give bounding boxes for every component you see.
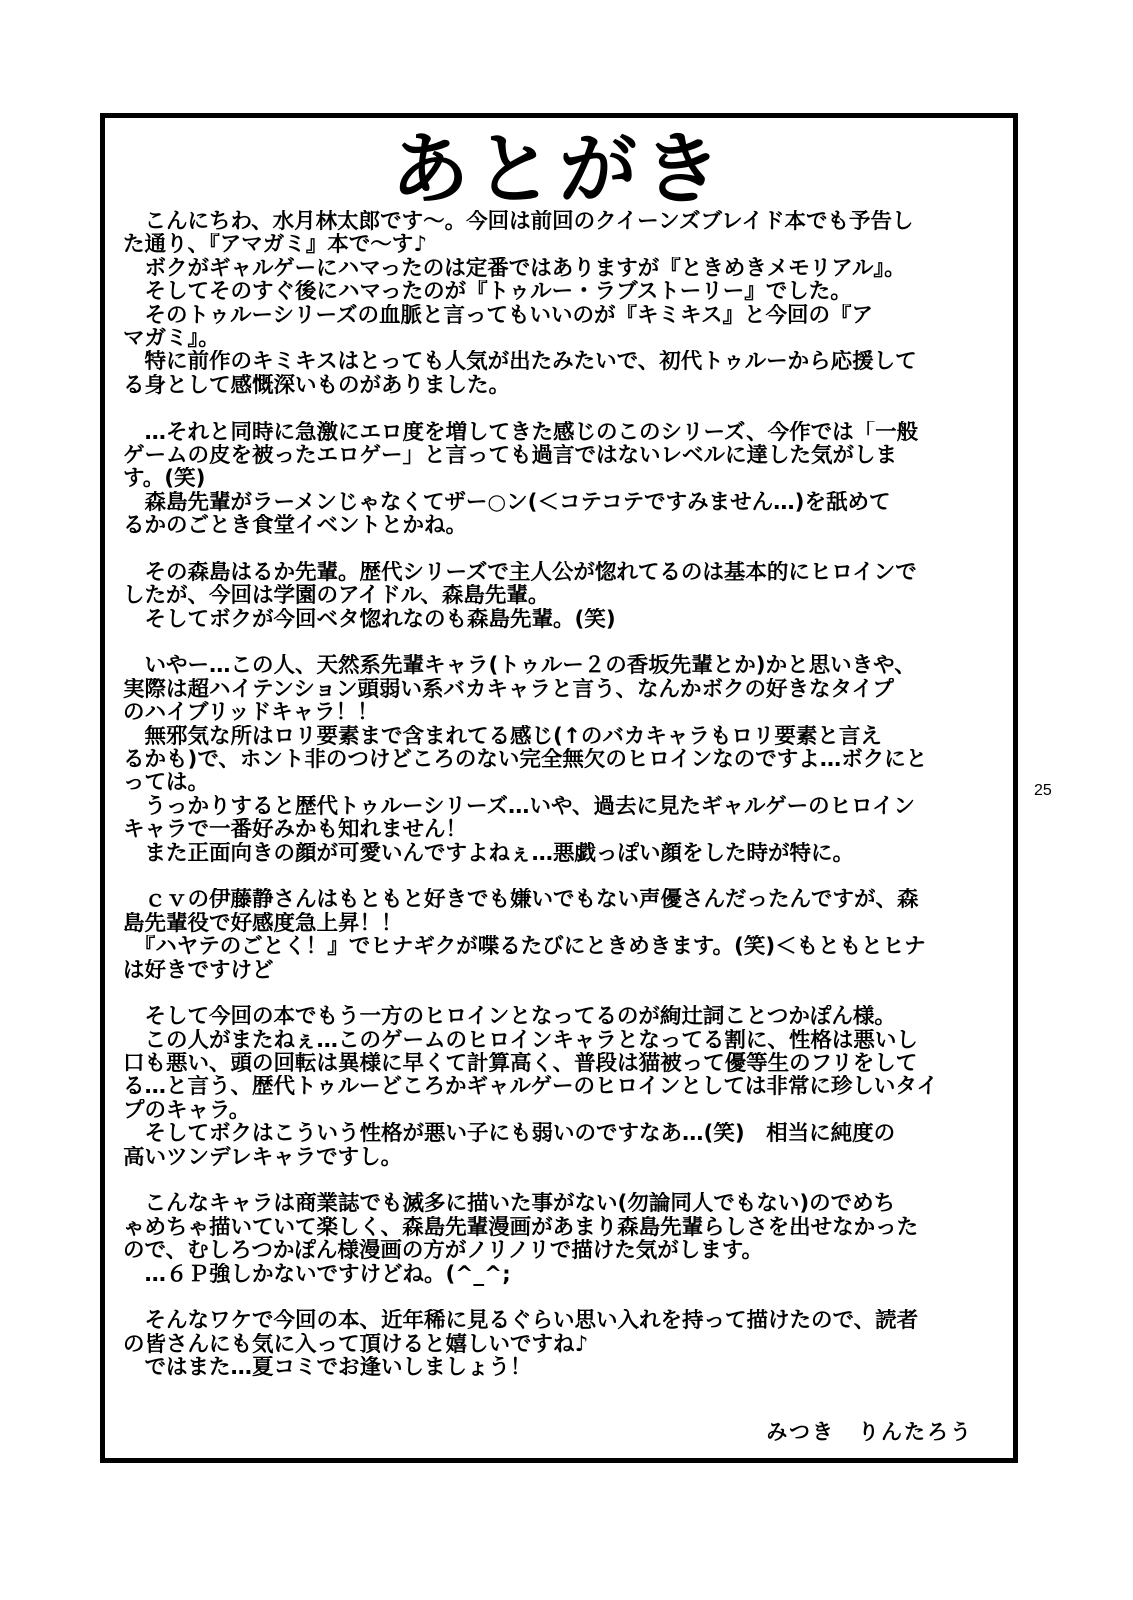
text-line: …６Ｐ強しかないですけどね。(^_^;	[123, 1262, 511, 1286]
text-line: っては。	[123, 771, 210, 795]
text-line: るかのごとき食堂イベントとかね。	[123, 514, 468, 538]
text-line: 高いツンデレキャラですし。	[123, 1145, 403, 1170]
text-line: す。(笑)	[123, 467, 206, 491]
blank-line	[123, 865, 995, 888]
text-line: 『ハヤテのごとく！』でヒナギクが喋るたびにときめきます。(笑)＜もともとヒナ	[123, 935, 926, 959]
text-line: マガミ』。	[123, 326, 220, 351]
text-line: ｃｖの伊藤静さんはもともと好きでも嫌いでもない声優さんだったんですが、森	[123, 888, 919, 912]
text-line: 実際は超ハイテンション頭弱い系バカキャラと言う、なんかボクの好きなタイプ	[123, 677, 894, 702]
text-line: そんなワケで今回の本、近年稀に見るぐらい思い入れを持って描けたので、読者	[123, 1309, 919, 1333]
text-line: の皆さんにも気に入って頂けると嬉しいですね♪	[123, 1332, 589, 1357]
text-line: た通り、『アマガミ』本で～す♪	[123, 233, 427, 257]
blank-line	[123, 397, 995, 420]
text-line: いやー…この人、天然系先輩キャラ(トゥルー２の香坂先輩とか)かと思いきや、	[123, 654, 916, 678]
text-line: 特に前作のキミキスはとっても人気が出たみたいで、初代トゥルーから応援して	[123, 350, 917, 374]
text-line: その森島はるか先輩。歴代シリーズで主人公が惚れてるのは基本的にヒロインで	[123, 560, 917, 585]
text-line: るかも)で、ホント非のつけどころのない完全無欠のヒロインなのですよ…ボクにと	[123, 747, 928, 772]
text-line: は好きですけど	[123, 958, 274, 982]
text-line: る…と言う、歴代トゥルーどころかギャルゲーのヒロインとしては非常に珍しいタイ	[123, 1075, 938, 1099]
blank-line	[123, 982, 995, 1005]
page-number: 25	[1034, 782, 1052, 799]
text-line: そしてそのすぐ後にハマったのが『トゥルー・ラブストーリー』でした。	[123, 280, 852, 304]
text-line: 無邪気な所はロリ要素まで含まれてる感じ(↑のバカキャラもロリ要素と言え	[123, 724, 882, 748]
text-line: ではまた…夏コミでお逢いしましょう！	[123, 1356, 532, 1380]
text-line: る身として感慨深いものがありました。	[123, 373, 511, 398]
afterword-frame	[100, 113, 1018, 1463]
text-line: キャラで一番好みかも知れません！	[123, 818, 468, 842]
text-line: 森島先輩がラーメンじゃなくてザー○ン(＜コテコテですみません…)を舐めて	[123, 490, 891, 515]
text-line: また正面向きの顔が可愛いんですよねぇ…悪戯っぽい顔をした時が特に。	[123, 841, 855, 865]
text-line: 島先輩役で好感度急上昇！！	[123, 911, 403, 936]
text-line: ので、むしろつかぽん様漫画の方がノリノリで描けた気がします。	[123, 1239, 764, 1263]
text-line: ゲームの皮を被ったエロゲー」と言っても過言ではないレベルに達した気がしま	[123, 443, 898, 468]
blank-line	[123, 537, 995, 560]
text-line: のハイブリッドキャラ！！	[123, 701, 379, 725]
page-title: あとがき	[390, 125, 727, 215]
text-line: そのトゥルーシリーズの血脈と言ってもいいのが『キミキス』と今回の『ア	[123, 303, 874, 327]
blank-line	[123, 1286, 995, 1309]
blank-line	[123, 631, 995, 654]
text-line: こんにちわ、水月林太郎です～。今回は前回のクイーンズブレイド本でも予告し	[123, 210, 914, 234]
blank-line	[123, 1169, 995, 1192]
text-line: ゃめちゃ描いていて楽しく、森島先輩漫画があまり森島先輩らしさを出せなかった	[123, 1215, 919, 1240]
text-line: …それと同時に急激にエロ度を増してきた感じのこのシリーズ、今作では「一般	[123, 420, 919, 444]
text-line: そして今回の本でもう一方のヒロインとなってるのが絢辻詞ことつかぽん様。	[123, 1005, 896, 1029]
text-line: こんなキャラは商業誌でも滅多に描いた事がない(勿論同人でもない)のでめち	[123, 1192, 896, 1216]
text-line: プのキャラ。	[123, 1098, 251, 1123]
text-line: そしてボクはこういう性格が悪い子にも弱いのですなあ…(笑) 相当に純度の	[123, 1122, 896, 1146]
text-line: 口も悪い、頭の回転は異様に早くて計算高く、普段は猫被って優等生のフリをして	[123, 1052, 918, 1076]
afterword-body	[123, 210, 995, 1380]
text-line: そしてボクが今回ベタ惚れなのも森島先輩。(笑)	[123, 607, 616, 632]
text-line: したが、今回は学園のアイドル、森島先輩。	[123, 584, 550, 608]
text-line: うっかりすると歴代トゥルーシリーズ…いや、過去に見たギャルゲーのヒロイン	[123, 794, 915, 819]
text-line: この人がまたねぇ…このゲームのヒロインキャラとなってる割に、性格は悪いし	[123, 1028, 918, 1053]
text-line: ボクがギャルゲーにハマったのは定番ではありますが『ときめきメモリアル』。	[123, 256, 906, 281]
author-signature: みつき りんたろう	[766, 1420, 973, 1444]
